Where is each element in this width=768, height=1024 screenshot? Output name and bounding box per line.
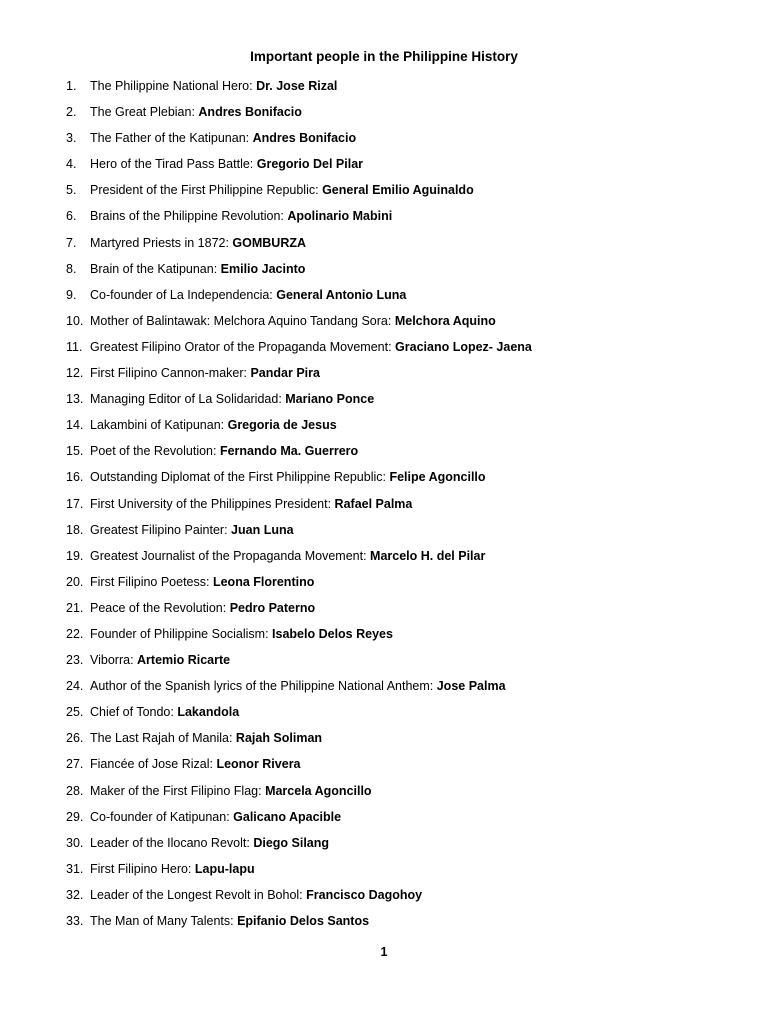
list-item-text [90, 781, 372, 801]
list-item-text [90, 180, 474, 200]
list-item-number: 24. [66, 679, 84, 694]
list-item [0, 441, 768, 467]
list-item-label: The Man of Many Talents: [90, 914, 238, 928]
list-item-text [90, 102, 302, 122]
list-item-label: Mother of Balintawak: Melchora Aquino Tandang Sora: [90, 313, 395, 328]
page-number: 1 [380, 945, 388, 959]
list-item-answer: Fernando Ma. Guerrero [219, 444, 359, 459]
list-item-text [90, 259, 305, 279]
list-item [0, 285, 768, 311]
list-item-number: 5. [66, 183, 77, 198]
list-item-text [90, 415, 337, 435]
page-title: Important people in the Philippine History [250, 49, 518, 64]
list-item-answer: Leonor Rivera [216, 757, 301, 772]
list-item [0, 650, 768, 676]
list-item-answer: Marcela Agoncillo [265, 783, 372, 798]
list-item-text [90, 728, 322, 748]
list-item-number: 32. [66, 887, 84, 902]
list-item-answer: Galicano Apacible [233, 809, 342, 824]
list-item [0, 728, 768, 754]
list-item-answer: Gregorio Del Pilar [256, 157, 364, 172]
list-item [0, 676, 768, 702]
list-item [0, 180, 768, 206]
list-item-number: 23. [66, 653, 84, 668]
list-item-text [90, 754, 301, 774]
list-item-answer: General Antonio Luna [276, 287, 407, 302]
list-item-answer: Pedro Paterno [229, 600, 316, 615]
list-item-text [90, 467, 486, 487]
list-item-number: 10. [66, 313, 84, 328]
list-item-label: Managing Editor of La Solidaridad: [90, 392, 286, 407]
list-item-answer: Diego Silang [253, 835, 330, 850]
list-item-label: Fiancée of Jose Rizal: [90, 757, 217, 772]
list-item [0, 76, 768, 102]
list-item-number: 8. [66, 261, 77, 276]
list-item-answer: Andres Bonifacio [252, 131, 357, 146]
people-list [0, 76, 768, 937]
list-item-answer: Leona Florentino [212, 574, 315, 589]
list-item-answer: Lapu-lapu [194, 861, 255, 876]
list-item [0, 754, 768, 780]
list-item-text [90, 441, 358, 461]
list-item-number: 9. [66, 287, 77, 302]
list-item [0, 624, 768, 650]
list-item [0, 128, 768, 154]
list-item-label: First Filipino Poetess: [90, 574, 213, 589]
list-item-number: 12. [66, 366, 84, 381]
list-item-text [90, 494, 412, 514]
list-item [0, 546, 768, 572]
list-item-answer: Mariano Ponce [285, 392, 375, 407]
list-item-label: Peace of the Revolution: [90, 600, 230, 615]
list-item [0, 311, 768, 337]
list-item-answer: Marcelo H. del Pilar [370, 548, 486, 563]
list-item-answer: Pandar Pira [250, 366, 320, 381]
list-item-label: Poet of the Revolution: [90, 444, 220, 459]
list-item-text [90, 885, 422, 905]
list-item [0, 807, 768, 833]
list-item-text [90, 598, 315, 618]
list-item-answer: Felipe Agoncillo [389, 470, 486, 485]
list-item-answer: Artemio Ricarte [137, 653, 231, 668]
list-item-text [90, 911, 369, 931]
list-item-text [90, 389, 374, 409]
list-item-answer: Apolinario Mabini [287, 209, 393, 224]
list-item [0, 911, 768, 937]
list-item-label: Chief of Tondo: [90, 705, 178, 720]
list-item-answer: General Emilio Aguinaldo [322, 183, 474, 198]
list-item-label: Brain of the Katipunan: [90, 261, 221, 276]
list-item-number: 15. [66, 444, 84, 459]
list-item [0, 494, 768, 520]
list-item-number: 22. [66, 626, 84, 641]
list-item-label: Brains of the Philippine Revolution: [90, 209, 288, 224]
list-item-answer: Isabelo Delos Reyes [272, 626, 393, 641]
list-item-label: The Great Plebian: [90, 105, 199, 120]
list-item [0, 337, 768, 363]
list-item-answer: Dr. Jose Rizal [256, 79, 338, 93]
list-item-text [90, 76, 337, 96]
list-item-text [90, 285, 406, 305]
list-item-answer: Andres Bonifacio [198, 105, 302, 120]
list-item-number: 20. [66, 574, 84, 589]
list-item-text [90, 833, 329, 853]
list-item-number: 18. [66, 522, 84, 537]
list-item-number: 7. [66, 235, 77, 250]
list-item [0, 833, 768, 859]
list-item-text [90, 363, 320, 383]
list-item-answer: Juan Luna [231, 522, 294, 537]
list-item-number: 2. [66, 105, 77, 120]
list-item [0, 885, 768, 911]
list-item [0, 781, 768, 807]
list-item-answer: Jose Palma [436, 679, 506, 694]
list-item-label: First Filipino Cannon-maker: [90, 366, 251, 381]
list-item-number: 29. [66, 809, 84, 824]
list-item-answer: Rafael Palma [334, 496, 413, 511]
list-item-label: Leader of the Ilocano Revolt: [90, 835, 254, 850]
list-item-label: Author of the Spanish lyrics of the Philippine National Anthem: [90, 679, 437, 694]
list-item-text [90, 128, 356, 148]
list-item-number: 19. [66, 548, 84, 563]
list-item-label: Maker of the First Filipino Flag: [90, 783, 266, 798]
list-item-text [90, 702, 239, 722]
list-item-label: Co-founder of La Independencia: [90, 287, 277, 302]
list-item-number: 28. [66, 783, 84, 798]
list-item [0, 859, 768, 885]
list-item-text [90, 624, 393, 644]
list-item-number: 16. [66, 470, 84, 485]
list-item-answer: Gregoria de Jesus [227, 418, 337, 433]
list-item-text [90, 233, 306, 253]
list-item-label: Co-founder of Katipunan: [90, 809, 234, 824]
list-item-answer: GOMBURZA [232, 235, 307, 250]
list-item-label: Viborra: [90, 653, 138, 668]
list-item-text [90, 676, 506, 696]
list-item [0, 102, 768, 128]
list-item-number: 13. [66, 392, 84, 407]
list-item-number: 11. [66, 339, 83, 354]
list-item-text [90, 520, 294, 540]
list-item-answer: Epifanio Delos Santos [237, 914, 370, 928]
list-item [0, 363, 768, 389]
list-item-number: 27. [66, 757, 84, 772]
list-item-label: First Filipino Hero: [90, 861, 195, 876]
list-item-label: The Last Rajah of Manila: [90, 731, 236, 746]
list-item-text [90, 337, 532, 357]
list-item-number: 14. [66, 418, 84, 433]
list-item-label: Greatest Filipino Orator of the Propaganda Movement: [90, 339, 396, 354]
list-item-text [90, 807, 341, 827]
list-item [0, 233, 768, 259]
list-item-text [90, 154, 363, 174]
list-item-label: President of the First Philippine Republic: [90, 183, 323, 198]
list-item-label: Lakambini of Katipunan: [90, 418, 228, 433]
list-item-number: 1. [66, 79, 77, 93]
list-item-label: Founder of Philippine Socialism: [90, 626, 273, 641]
list-item-number: 33. [66, 914, 84, 928]
list-item-text [90, 206, 392, 226]
list-item-label: Outstanding Diplomat of the First Philippine Republic: [90, 470, 390, 485]
list-item [0, 206, 768, 232]
list-item-text [90, 311, 496, 331]
list-item-number: 26. [66, 731, 84, 746]
list-item-number: 25. [66, 705, 84, 720]
list-item-answer: Rajah Soliman [235, 731, 323, 746]
list-item-number: 21. [66, 600, 84, 615]
list-item [0, 702, 768, 728]
list-item [0, 259, 768, 285]
list-item-label: Greatest Journalist of the Propaganda Movement: [90, 548, 371, 563]
list-item-answer: Francisco Dagohoy [306, 887, 423, 902]
list-item-answer: Melchora Aquino [394, 313, 496, 328]
list-item [0, 572, 768, 598]
list-item-number: 17. [66, 496, 84, 511]
list-item-number: 4. [66, 157, 77, 172]
list-item-label: The Philippine National Hero: [90, 79, 257, 93]
list-item-label: The Father of the Katipunan: [90, 131, 253, 146]
list-item [0, 389, 768, 415]
list-item-number: 30. [66, 835, 84, 850]
list-item-label: Martyred Priests in 1872: [90, 235, 233, 250]
list-item-number: 6. [66, 209, 77, 224]
list-item-answer: Emilio Jacinto [220, 261, 306, 276]
list-item-label: Hero of the Tirad Pass Battle: [90, 157, 257, 172]
list-item [0, 598, 768, 624]
list-item-text [90, 650, 230, 670]
list-item [0, 415, 768, 441]
list-item-text [90, 546, 485, 566]
list-item-number: 31. [66, 861, 84, 876]
list-item-text [90, 859, 255, 879]
list-item-label: Leader of the Longest Revolt in Bohol: [90, 887, 307, 902]
list-item-label: Greatest Filipino Painter: [90, 522, 232, 537]
list-item-number: 3. [66, 131, 77, 146]
list-item [0, 154, 768, 180]
list-item-answer: Lakandola [177, 705, 240, 720]
list-item-text [90, 572, 314, 592]
list-item-label: First University of the Philippines President: [90, 496, 335, 511]
list-item-answer: Graciano Lopez- Jaena [395, 339, 532, 354]
list-item [0, 520, 768, 546]
list-item [0, 467, 768, 493]
